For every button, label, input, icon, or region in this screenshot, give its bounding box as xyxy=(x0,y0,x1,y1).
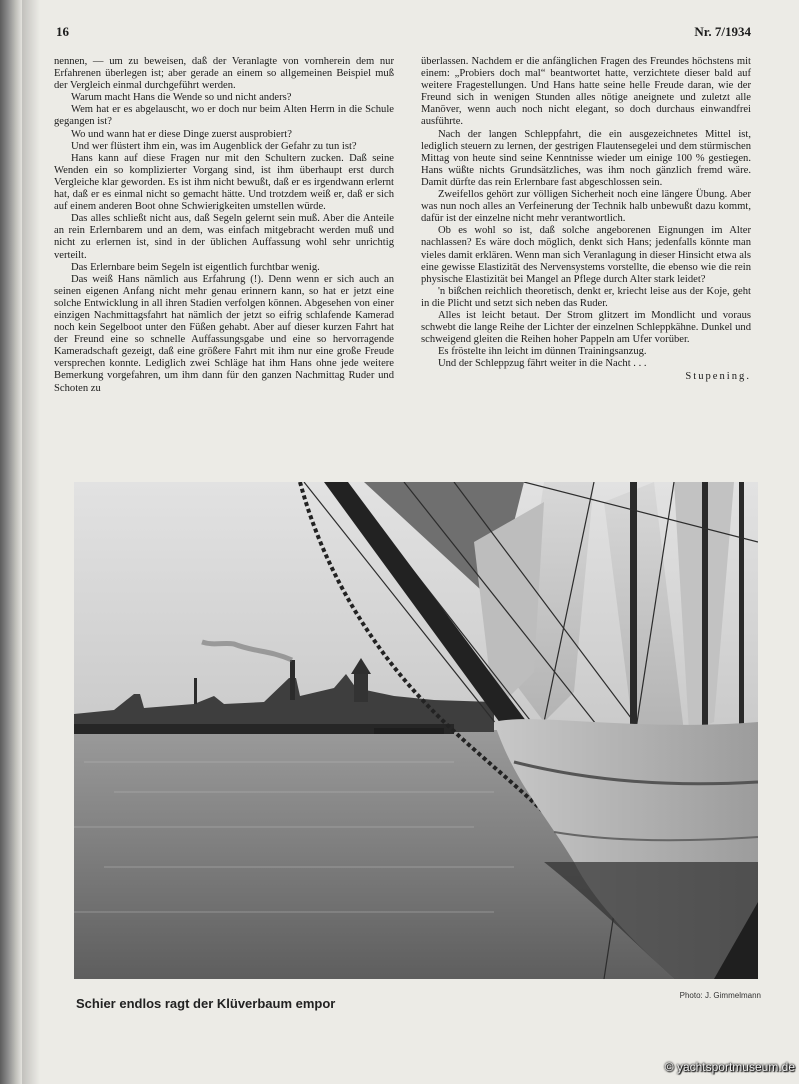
article-right-column xyxy=(421,56,751,384)
author-signature: Stupening. xyxy=(685,371,751,383)
paragraph: Hans kann auf diese Fragen nur mit den Schultern zucken. Daß seine Wenden ein so komplizierter Vorgang sind, ist ihm überhaupt erst durch Vergleiche klar geworden. Es ist ihm nicht bewußt, daß er es irgendwann erlernt hat, daß er es einmal nicht so gemacht hätte. Und trotzdem weiß er, daß er sich auf einem anderen Boot ohne Schwierigkeiten umstellen würde. xyxy=(54,152,394,213)
paragraph: Warum macht Hans die Wende so und nicht anders? xyxy=(70,92,292,104)
paragraph: Zweifellos gehört zur völligen Sicherheit noch eine längere Übung. Aber was nun noch alles an Verfeinerung der Technik halb unbewußt dazu kommt, dafür ist der einzelne nicht mehr verantwortlich. xyxy=(421,189,751,225)
paragraph: Das weiß Hans nämlich aus Erfahrung (!). Denn wenn er sich auch an seinen eigenen Anfang nicht mehr genau erinnern kann, so hat er jetzt eine solche Entwicklung in all ihren Stadien verfolgen können. Abgesehen von einer einzigen Nachmittagsfahrt hat nämlich der jetzt so eifrig schlafende Kamerad noch kein Segelboot unter den Füßen gehabt. Aber auf dieser kurzen Fahrt hat der Freund eine so schnelle Auffassungsgabe und eine so hervorragende Kameradschaft gezeigt, daß eine größere Fahrt mit ihm nur eine große Freude versprechen konnte. Lediglich zwei Schläge hat ihm Hans ohne jede weitere Bemerkung vorgefahren, um ihm dann für den ganzen Nachmittag Ruder und Schoten zu xyxy=(54,273,394,394)
paragraph: Ob es wohl so ist, daß solche angeborenen Eignungen im Alter nachlassen? Es wäre doch möglich, denkt sich Hans; jedenfalls könnte man vieles damit erklären. Wenn man sich Veranlagung in dieser Hinsicht etwa als eine gewisse Elastizität des Nervensystems vorstellte, die ebenso wie die rein physische Elastizität bei Mangel an Pflege durch Alter stark leidet? xyxy=(421,225,751,285)
photo-credit: Photo: J. Gimmelmann xyxy=(679,991,761,1000)
article-left-column xyxy=(54,56,394,395)
book-spine xyxy=(0,0,22,1084)
paragraph: Und der Schleppzug fährt weiter in die Nacht . . . xyxy=(437,358,647,370)
paragraph: überlassen. Nachdem er die anfänglichen Fragen des Freundes höchstens mit einem: „Probiers doch mal“ beantwortet hatte, verzichtete dieser bald auf weitere Fragestellungen. Und Hans hatte seine helle Freude daran, wie der Freund sich in wenigen Stunden alles nötige aneignete und zuletzt alle Manöver, wenn auch noch nicht elegant, so doch durchaus einwandfrei ausführte. xyxy=(421,56,751,128)
paragraph: 'n bißchen reichlich theoretisch, denkt er, kriecht leise aus der Koje, geht in die Plicht und setzt sich neben das Ruder. xyxy=(421,285,751,309)
page-number: 16 xyxy=(56,24,69,39)
paragraph: Das alles schließt nicht aus, daß Segeln gelernt sein muß. Aber die Anteile an rein Erlernbarem und an dem, was einfach mitgebracht werden muß und nicht zu erlernen ist, sind in der üblichen Auffassung wohl sehr unrichtig verteilt. xyxy=(54,213,394,261)
paragraph: Nach der langen Schleppfahrt, die ein ausgezeichnetes Mittel ist, lediglich steuern zu lernen, der gestrigen Flautensegelei und dem stürmischen Mittag von heute sind seine Kenntnisse wieder um einige 100 % gestiegen. Hans wüßte nichts Grundsätzliches, was ihm noch gänzlich fremd wäre. Damit dürfte das rein Erlernbare fast abgeschlossen sein. xyxy=(421,128,751,188)
photo-caption: Schier endlos ragt der Klüverbaum empor xyxy=(76,996,336,1011)
paragraph: Und wer flüstert ihm ein, was im Augenblick der Gefahr zu tun ist? xyxy=(70,140,357,152)
paragraph: Alles ist leicht betaut. Der Strom glitzert im Mondlicht und voraus schwebt die lange Reihe der Lichter der einzelnen Schleppkähne. Dunkel und schweigend gleiten die Reihen hoher Pappeln am Ufer vorüber. xyxy=(421,309,751,346)
paragraph: Es fröstelte ihn leicht im dünnen Trainingsanzug. xyxy=(437,346,647,358)
photo-illustration xyxy=(74,482,758,979)
paragraph: Wo und wann hat er diese Dinge zuerst ausprobiert? xyxy=(70,128,292,140)
issue-number: Nr. 7/1934 xyxy=(694,24,751,39)
paragraph: Das Erlernbare beim Segeln ist eigentlich furchtbar wenig. xyxy=(70,261,320,273)
paragraph: nennen, — um zu beweisen, daß der Veranlagte von vornherein dem nur Erfahrenen überlegen ist; aber gerade an einem so allgemeinen Beispiel muß der Vergleich einmal durchgeführt werden. xyxy=(54,56,394,92)
watermark: © yachtsportmuseum.de xyxy=(664,1060,795,1074)
harbor-photo xyxy=(74,482,758,979)
gutter-shadow xyxy=(22,0,40,1084)
paragraph: Wem hat er es abgelauscht, wo er doch nur beim Alten Herrn in die Schule gegangen ist? xyxy=(54,104,394,128)
